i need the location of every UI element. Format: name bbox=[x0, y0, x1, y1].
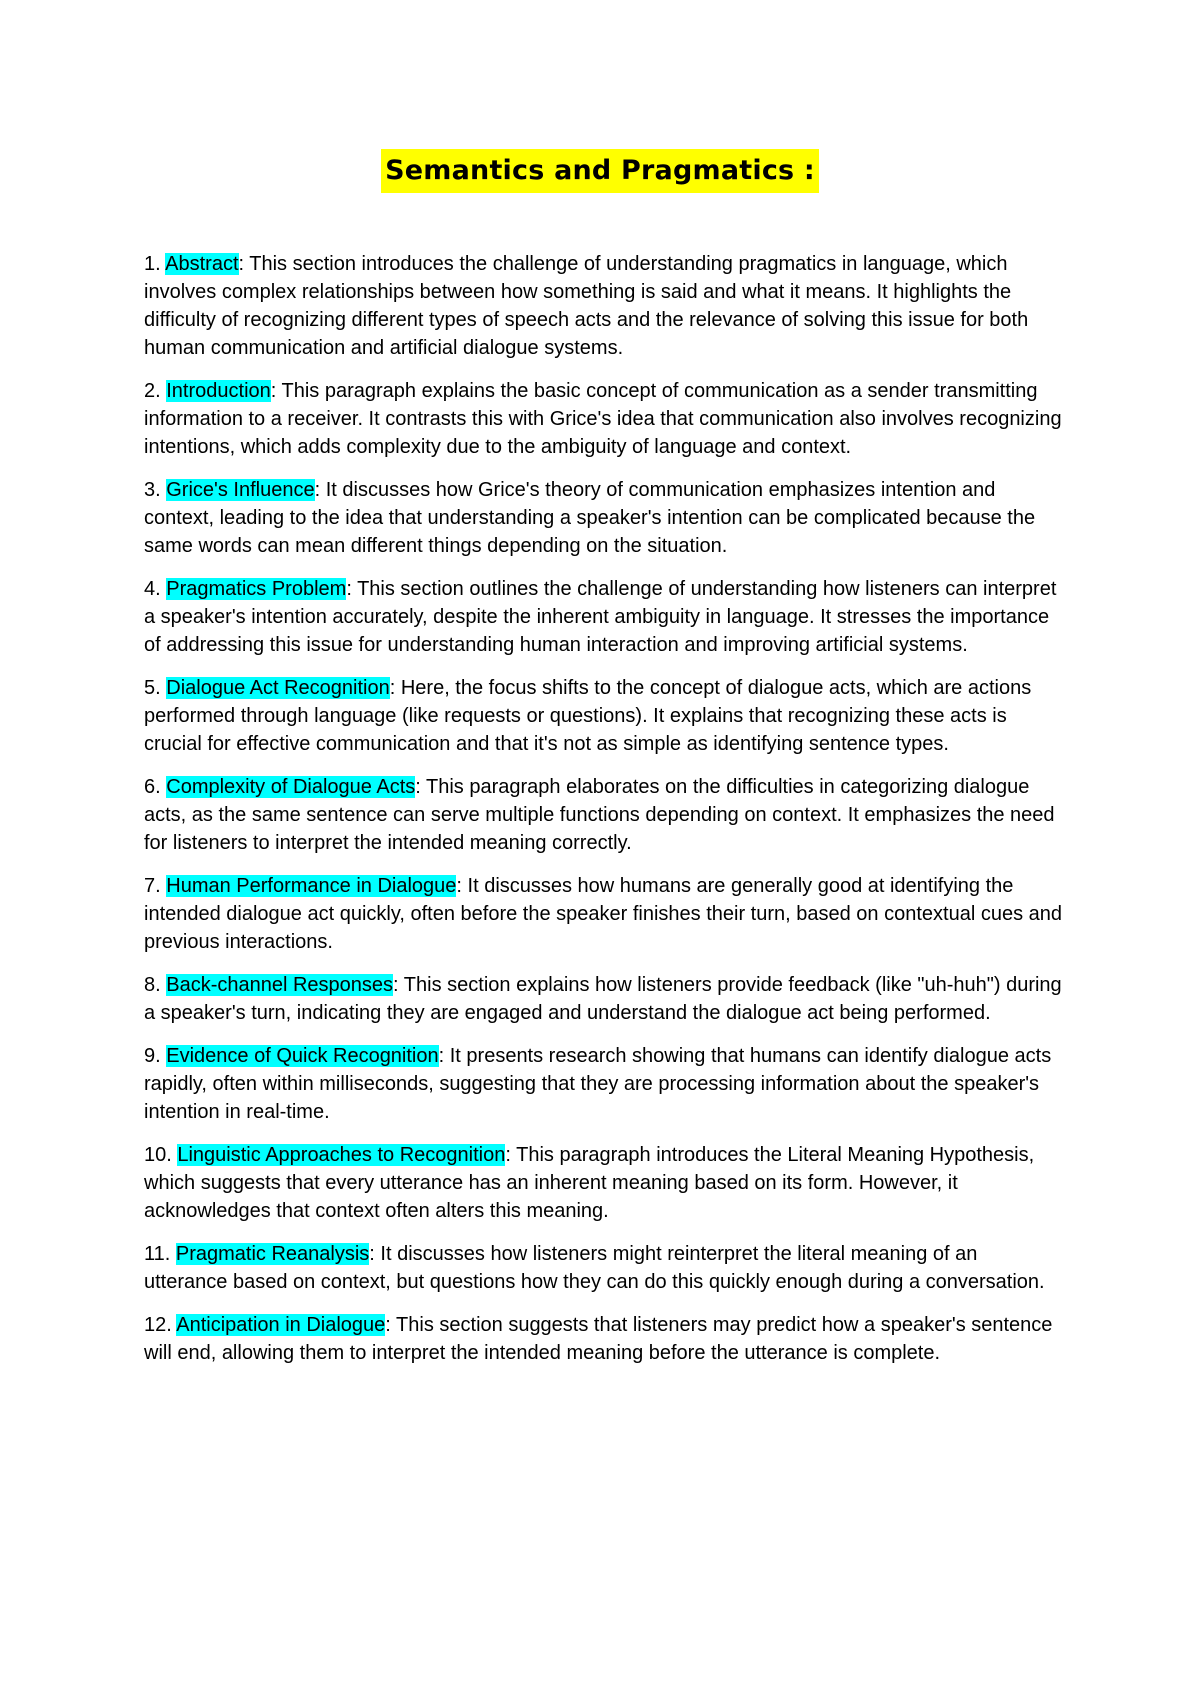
section-term-highlight: Pragmatic Reanalysis bbox=[175, 1243, 370, 1265]
section-number: 2. bbox=[144, 380, 167, 402]
section-description: : This paragraph explains the basic concept of communication as a sender transmitting information to a receiver. It contrasts this with Grice's idea that communication also involves recognizing intentions, which adds complexity due to the ambiguity of language and context. bbox=[144, 380, 1062, 458]
section-term-highlight: Evidence of Quick Recognition bbox=[166, 1045, 439, 1067]
section-paragraph bbox=[144, 1311, 1064, 1367]
document-body bbox=[144, 250, 1064, 1382]
section-term-highlight: Pragmatics Problem bbox=[166, 578, 347, 600]
section-paragraph bbox=[144, 250, 1064, 362]
section-number: 7. bbox=[144, 875, 167, 897]
section-description: : This section suggests that listeners may predict how a speaker's sentence will end, allowing them to interpret the intended meaning before the utterance is complete. bbox=[144, 1314, 1053, 1364]
section-term-highlight: Introduction bbox=[166, 380, 271, 402]
section-paragraph bbox=[144, 575, 1064, 659]
section-description: : Here, the focus shifts to the concept of dialogue acts, which are actions performed through language (like requests or questions). It explains that recognizing these acts is crucial for effective communication and that it's not as simple as identifying sentence types. bbox=[144, 677, 1032, 755]
title-container bbox=[0, 149, 1200, 193]
section-number: 6. bbox=[144, 776, 167, 798]
section-paragraph bbox=[144, 1240, 1064, 1296]
section-number: 1. bbox=[144, 253, 166, 275]
section-description: : This section outlines the challenge of understanding how listeners can interpret a speaker's intention accurately, despite the inherent ambiguity in language. It stresses the importance of addressing this issue for understanding human interaction and improving artificial systems. bbox=[144, 578, 1057, 656]
section-description: : It presents research showing that humans can identify dialogue acts rapidly, often within milliseconds, suggesting that they are processing information about the speaker's intention in real-time. bbox=[144, 1045, 1052, 1123]
section-term-highlight: Complexity of Dialogue Acts bbox=[166, 776, 416, 798]
section-paragraph bbox=[144, 674, 1064, 758]
section-number: 10. bbox=[144, 1144, 178, 1166]
section-description: : This section introduces the challenge of understanding pragmatics in language, which involves complex relationships between how something is said and what it means. It highlights the difficulty of recognizing different types of speech acts and the relevance of solving this issue for both human communication and artificial dialogue systems. bbox=[144, 253, 1029, 359]
section-number: 9. bbox=[144, 1045, 167, 1067]
section-description: : This paragraph elaborates on the difficulties in categorizing dialogue acts, as the same sentence can serve multiple functions depending on context. It emphasizes the need for listeners to interpret the intended meaning correctly. bbox=[144, 776, 1055, 854]
section-paragraph bbox=[144, 971, 1064, 1027]
section-paragraph bbox=[144, 476, 1064, 560]
section-term-highlight: Back-channel Responses bbox=[166, 974, 394, 996]
section-number: 12. bbox=[144, 1314, 177, 1336]
section-term-highlight: Abstract bbox=[165, 253, 239, 275]
section-paragraph bbox=[144, 1141, 1064, 1225]
section-description: : It discusses how humans are generally good at identifying the intended dialogue act quickly, often before the speaker finishes their turn, based on contextual cues and previous interactions. bbox=[144, 875, 1063, 953]
section-number: 3. bbox=[144, 479, 167, 501]
section-term-highlight: Linguistic Approaches to Recognition bbox=[177, 1144, 506, 1166]
section-paragraph bbox=[144, 872, 1064, 956]
section-term-highlight: Dialogue Act Recognition bbox=[166, 677, 390, 699]
section-number: 11. bbox=[144, 1243, 176, 1265]
section-description: : This section explains how listeners provide feedback (like "uh-huh") during a speaker's turn, indicating they are engaged and understand the dialogue act being performed. bbox=[144, 974, 1062, 1024]
section-paragraph bbox=[144, 377, 1064, 461]
section-description: : It discusses how Grice's theory of communication emphasizes intention and context, leading to the idea that understanding a speaker's intention can be complicated because the same words can mean different things depending on the situation. bbox=[144, 479, 1036, 557]
section-number: 5. bbox=[144, 677, 167, 699]
section-description: : This paragraph introduces the Literal Meaning Hypothesis, which suggests that every utterance has an inherent meaning based on its form. However, it acknowledges that context often alters this meaning. bbox=[144, 1144, 1035, 1222]
section-term-highlight: Grice's Influence bbox=[166, 479, 315, 501]
section-paragraph bbox=[144, 1042, 1064, 1126]
section-term-highlight: Human Performance in Dialogue bbox=[166, 875, 457, 897]
section-term-highlight: Anticipation in Dialogue bbox=[176, 1314, 386, 1336]
section-number: 4. bbox=[144, 578, 167, 600]
section-description: : It discusses how listeners might reinterpret the literal meaning of an utterance based on context, but questions how they can do this quickly enough during a conversation. bbox=[144, 1243, 1045, 1293]
section-paragraph bbox=[144, 773, 1064, 857]
document-title: Semantics and Pragmatics : bbox=[381, 149, 819, 193]
section-number: 8. bbox=[144, 974, 167, 996]
